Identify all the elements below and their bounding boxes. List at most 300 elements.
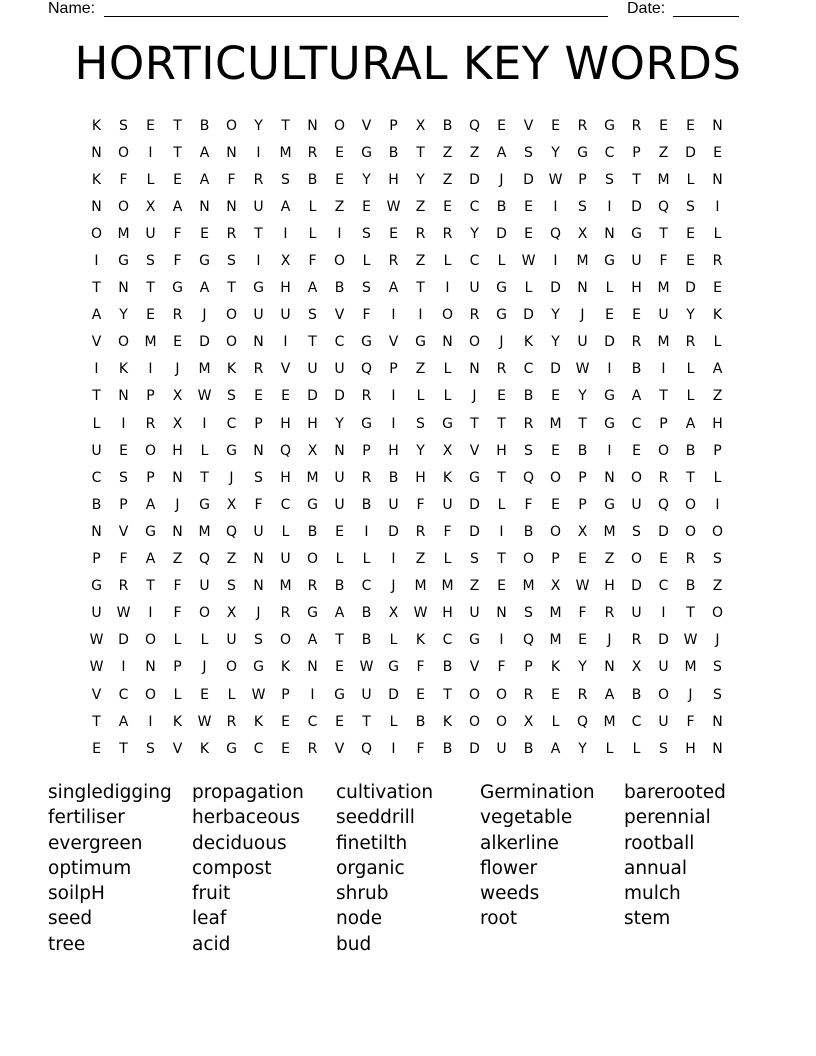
grid-row: [83, 491, 731, 518]
grid-letter: D: [388, 523, 399, 540]
grid-letter: E: [92, 740, 101, 757]
grid-letter: X: [226, 605, 237, 622]
grid-letter: F: [524, 496, 533, 513]
grid-letter: E: [551, 117, 560, 134]
grid-letter: H: [496, 442, 507, 459]
grid-letter: D: [550, 361, 561, 378]
grid-letter: Q: [360, 361, 373, 378]
grid-letter: R: [712, 253, 723, 270]
letter-grid: [83, 112, 731, 762]
grid-letter: L: [686, 171, 695, 188]
grid-letter: F: [173, 605, 182, 622]
word-item: singledigging: [48, 782, 172, 803]
grid-row: [83, 193, 731, 220]
grid-letter: L: [497, 496, 506, 513]
grid-letter: X: [172, 415, 183, 432]
grid-letter: G: [91, 578, 102, 595]
grid-letter: E: [335, 659, 344, 676]
grid-letter: B: [334, 578, 345, 595]
grid-letter: T: [362, 713, 371, 730]
grid-letter: O: [711, 523, 724, 540]
grid-letter: B: [388, 144, 399, 161]
grid-letter: A: [631, 388, 642, 405]
grid-letter: D: [469, 740, 480, 757]
grid-letter: K: [91, 171, 102, 188]
grid-letter: R: [442, 225, 453, 242]
grid-letter: Z: [712, 388, 723, 405]
grid-letter: I: [607, 361, 612, 378]
grid-letter: M: [144, 334, 157, 351]
word-item: stem: [624, 908, 671, 930]
grid-letter: O: [225, 659, 238, 676]
grid-letter: U: [388, 496, 399, 513]
grid-letter: N: [469, 361, 480, 378]
grid-letter: T: [416, 144, 425, 161]
grid-letter: U: [334, 361, 345, 378]
grid-letter: U: [145, 225, 156, 242]
grid-letter: O: [684, 496, 697, 513]
grid-letter: N: [145, 659, 156, 676]
grid-letter: W: [197, 388, 212, 405]
grid-letter: T: [92, 388, 101, 405]
grid-letter: E: [281, 388, 290, 405]
grid-letter: L: [335, 551, 344, 568]
grid-letter: F: [173, 225, 182, 242]
grid-letter: N: [496, 605, 507, 622]
grid-letter: P: [254, 415, 263, 432]
grid-letter: A: [145, 496, 156, 513]
grid-letter: S: [632, 523, 641, 540]
grid-letter: V: [388, 334, 399, 351]
grid-letter: Z: [415, 361, 426, 378]
grid-letter: K: [712, 307, 723, 324]
grid-letter: E: [524, 225, 533, 242]
grid-letter: P: [578, 171, 587, 188]
grid-letter: F: [119, 171, 128, 188]
grid-letter: L: [308, 198, 317, 215]
grid-letter: N: [604, 225, 615, 242]
grid-letter: V: [118, 523, 129, 540]
grid-letter: B: [307, 171, 318, 188]
grid-letter: G: [253, 659, 264, 676]
grid-letter: D: [523, 307, 534, 324]
grid-letter: Q: [279, 442, 292, 459]
grid-letter: U: [658, 713, 669, 730]
grid-letter: D: [685, 280, 696, 297]
grid-letter: T: [119, 740, 128, 757]
grid-letter: G: [469, 632, 480, 649]
grid-letter: R: [145, 415, 156, 432]
word-item: root: [480, 908, 518, 930]
grid-letter: Z: [469, 578, 480, 595]
grid-letter: T: [308, 334, 317, 351]
grid-letter: O: [441, 307, 454, 324]
grid-letter: G: [361, 415, 372, 432]
grid-letter: R: [280, 605, 291, 622]
grid-letter: N: [307, 659, 318, 676]
grid-letter: A: [685, 415, 696, 432]
grid-letter: S: [146, 253, 155, 270]
word-item: compost: [192, 857, 272, 879]
grid-letter: E: [173, 171, 182, 188]
grid-letter: O: [495, 713, 508, 730]
grid-letter: R: [577, 686, 588, 703]
grid-letter: R: [685, 551, 696, 568]
grid-letter: D: [118, 632, 129, 649]
grid-letter: B: [523, 388, 534, 405]
grid-letter: E: [416, 686, 425, 703]
grid-letter: R: [631, 117, 642, 134]
grid-letter: H: [307, 415, 318, 432]
grid-letter: B: [523, 523, 534, 540]
grid-letter: K: [226, 361, 237, 378]
grid-letter: I: [391, 388, 396, 405]
grid-letter: R: [361, 388, 372, 405]
grid-letter: N: [604, 659, 615, 676]
grid-letter: G: [118, 253, 129, 270]
grid-letter: I: [391, 740, 396, 757]
grid-letter: I: [148, 605, 153, 622]
grid-letter: I: [148, 361, 153, 378]
grid-letter: A: [388, 280, 399, 297]
grid-letter: U: [577, 334, 588, 351]
grid-letter: W: [521, 253, 536, 270]
grid-letter: N: [91, 523, 102, 540]
grid-row: [83, 410, 731, 437]
grid-letter: G: [496, 280, 507, 297]
grid-letter: B: [334, 280, 345, 297]
grid-letter: W: [116, 605, 131, 622]
grid-letter: F: [659, 253, 668, 270]
word-item: flower: [480, 857, 538, 879]
grid-letter: L: [389, 713, 398, 730]
grid-row: [83, 627, 731, 654]
grid-letter: M: [117, 225, 130, 242]
grid-letter: L: [362, 551, 371, 568]
grid-letter: L: [173, 632, 182, 649]
grid-letter: A: [496, 144, 507, 161]
word-item: organic: [336, 857, 405, 879]
grid-letter: J: [607, 632, 612, 649]
grid-letter: I: [364, 523, 369, 540]
grid-letter: N: [199, 198, 210, 215]
grid-letter: A: [334, 605, 345, 622]
grid-letter: N: [226, 198, 237, 215]
name-blank-line: [104, 0, 608, 17]
grid-letter: P: [146, 469, 155, 486]
grid-letter: S: [416, 415, 425, 432]
grid-letter: V: [469, 659, 480, 676]
word-item: acid: [192, 933, 231, 955]
grid-letter: L: [443, 253, 452, 270]
grid-letter: R: [307, 740, 318, 757]
grid-letter: W: [575, 578, 590, 595]
grid-letter: T: [659, 388, 668, 405]
grid-letter: F: [362, 307, 371, 324]
grid-letter: R: [631, 334, 642, 351]
grid-letter: E: [497, 117, 506, 134]
grid-row: [83, 329, 731, 356]
grid-letter: M: [657, 280, 670, 297]
grid-letter: M: [414, 578, 427, 595]
grid-letter: V: [469, 442, 480, 459]
grid-letter: K: [442, 713, 453, 730]
grid-letter: Z: [415, 253, 426, 270]
grid-letter: F: [686, 713, 695, 730]
word-item: deciduous: [192, 832, 287, 854]
grid-letter: F: [254, 496, 263, 513]
grid-letter: S: [308, 307, 317, 324]
grid-letter: U: [658, 659, 669, 676]
grid-letter: L: [443, 361, 452, 378]
grid-letter: O: [468, 713, 481, 730]
grid-letter: I: [256, 253, 261, 270]
grid-letter: D: [523, 171, 534, 188]
grid-letter: E: [551, 686, 560, 703]
grid-letter: D: [658, 523, 669, 540]
grid-letter: S: [227, 578, 236, 595]
grid-letter: B: [685, 578, 696, 595]
grid-letter: I: [715, 496, 720, 513]
grid-letter: C: [631, 415, 642, 432]
grid-letter: Q: [657, 198, 670, 215]
grid-letter: G: [226, 740, 237, 757]
grid-letter: J: [202, 659, 207, 676]
grid-letter: T: [686, 469, 695, 486]
grid-letter: T: [443, 686, 452, 703]
grid-letter: R: [226, 225, 237, 242]
grid-letter: M: [279, 144, 292, 161]
word-item: herbaceous: [192, 807, 301, 829]
grid-letter: S: [281, 171, 290, 188]
grid-letter: U: [631, 496, 642, 513]
grid-letter: E: [659, 551, 668, 568]
grid-letter: G: [307, 605, 318, 622]
grid-letter: J: [229, 469, 234, 486]
grid-letter: S: [524, 605, 533, 622]
grid-letter: R: [253, 361, 264, 378]
grid-row: [83, 166, 731, 193]
grid-letter: S: [119, 469, 128, 486]
grid-letter: B: [442, 740, 453, 757]
grid-row: [83, 681, 731, 708]
grid-letter: Z: [658, 144, 669, 161]
grid-letter: K: [91, 117, 102, 134]
grid-letter: D: [631, 578, 642, 595]
grid-letter: G: [604, 117, 615, 134]
word-item: annual: [624, 857, 687, 879]
word-item: fertiliser: [48, 807, 125, 829]
grid-letter: X: [280, 253, 291, 270]
grid-letter: E: [713, 280, 722, 297]
grid-letter: O: [468, 334, 481, 351]
grid-letter: I: [148, 713, 153, 730]
grid-letter: T: [416, 280, 425, 297]
grid-letter: I: [391, 415, 396, 432]
grid-letter: V: [334, 740, 345, 757]
grid-letter: F: [416, 496, 425, 513]
grid-letter: R: [631, 632, 642, 649]
grid-row: [83, 356, 731, 383]
grid-letter: M: [549, 605, 562, 622]
word-item: leaf: [192, 908, 227, 930]
grid-letter: D: [604, 334, 615, 351]
grid-letter: E: [200, 225, 209, 242]
grid-letter: L: [416, 388, 425, 405]
grid-letter: R: [253, 171, 264, 188]
grid-letter: Z: [442, 144, 453, 161]
grid-letter: G: [604, 415, 615, 432]
grid-letter: W: [89, 632, 104, 649]
grid-letter: N: [307, 117, 318, 134]
grid-letter: G: [253, 280, 264, 297]
grid-letter: N: [712, 171, 723, 188]
grid-row: [83, 654, 731, 681]
grid-letter: L: [146, 171, 155, 188]
grid-letter: B: [199, 117, 210, 134]
grid-letter: O: [549, 469, 562, 486]
grid-letter: E: [173, 334, 182, 351]
word-item: shrub: [336, 883, 389, 905]
grid-letter: A: [307, 632, 318, 649]
grid-letter: L: [173, 686, 182, 703]
grid-letter: T: [146, 578, 155, 595]
grid-letter: R: [388, 253, 399, 270]
grid-letter: P: [713, 442, 722, 459]
grid-letter: A: [118, 713, 129, 730]
grid-letter: J: [175, 361, 180, 378]
grid-letter: U: [631, 253, 642, 270]
grid-letter: O: [117, 144, 130, 161]
word-bank: [48, 780, 768, 957]
grid-letter: R: [307, 578, 318, 595]
grid-letter: T: [92, 713, 101, 730]
word-item: fruit: [192, 883, 231, 905]
grid-letter: V: [172, 740, 183, 757]
grid-letter: S: [146, 740, 155, 757]
grid-letter: P: [578, 469, 587, 486]
grid-letter: P: [119, 496, 128, 513]
grid-letter: Y: [416, 171, 425, 188]
grid-letter: P: [389, 361, 398, 378]
grid-letter: O: [468, 686, 481, 703]
grid-letter: K: [523, 334, 534, 351]
word-column: [480, 780, 624, 957]
grid-letter: I: [283, 334, 288, 351]
grid-letter: Z: [172, 551, 183, 568]
grid-letter: Z: [415, 198, 426, 215]
date-blank-line: [673, 0, 739, 17]
grid-letter: N: [253, 442, 264, 459]
grid-letter: B: [442, 659, 453, 676]
grid-letter: R: [415, 225, 426, 242]
grid-letter: A: [550, 740, 561, 757]
grid-letter: W: [386, 198, 401, 215]
grid-letter: Z: [442, 171, 453, 188]
word-item: node: [336, 908, 383, 930]
grid-row: [83, 518, 731, 545]
grid-letter: K: [415, 632, 426, 649]
grid-letter: H: [685, 740, 696, 757]
grid-row: [83, 464, 731, 491]
grid-letter: U: [334, 496, 345, 513]
grid-letter: G: [604, 496, 615, 513]
grid-letter: O: [117, 334, 130, 351]
grid-letter: U: [253, 198, 264, 215]
grid-letter: Z: [226, 551, 237, 568]
grid-letter: O: [225, 334, 238, 351]
grid-letter: F: [227, 171, 236, 188]
grid-letter: X: [631, 659, 642, 676]
grid-letter: R: [415, 523, 426, 540]
grid-letter: P: [173, 659, 182, 676]
grid-letter: G: [442, 415, 453, 432]
word-item: tree: [48, 933, 86, 955]
grid-letter: I: [553, 253, 558, 270]
grid-letter: T: [659, 225, 668, 242]
grid-row: [83, 735, 731, 762]
grid-letter: T: [686, 605, 695, 622]
grid-letter: M: [522, 578, 535, 595]
grid-letter: N: [253, 551, 264, 568]
grid-letter: Y: [551, 334, 560, 351]
grid-row: [83, 437, 731, 464]
grid-letter: B: [361, 632, 372, 649]
grid-letter: T: [92, 280, 101, 297]
grid-letter: G: [415, 334, 426, 351]
grid-letter: O: [333, 253, 346, 270]
grid-letter: R: [226, 713, 237, 730]
word-item: alkerline: [480, 832, 559, 854]
grid-letter: W: [89, 659, 104, 676]
grid-letter: X: [388, 605, 399, 622]
grid-row: [83, 708, 731, 735]
grid-letter: L: [227, 686, 236, 703]
grid-letter: O: [90, 225, 103, 242]
grid-letter: O: [549, 523, 562, 540]
grid-letter: C: [334, 334, 345, 351]
grid-letter: C: [658, 578, 669, 595]
grid-letter: L: [524, 280, 533, 297]
grid-letter: X: [550, 578, 561, 595]
grid-row: [83, 112, 731, 139]
grid-letter: S: [254, 632, 263, 649]
grid-row: [83, 275, 731, 302]
grid-letter: S: [578, 198, 587, 215]
grid-letter: N: [712, 117, 723, 134]
grid-letter: A: [91, 307, 102, 324]
grid-letter: S: [713, 659, 722, 676]
grid-letter: T: [281, 117, 290, 134]
grid-letter: T: [632, 171, 641, 188]
grid-letter: Q: [198, 551, 211, 568]
grid-letter: Z: [415, 551, 426, 568]
grid-letter: R: [604, 605, 615, 622]
grid-letter: J: [499, 334, 504, 351]
grid-letter: O: [333, 117, 346, 134]
word-item: Germination: [480, 782, 595, 803]
grid-letter: H: [604, 578, 615, 595]
grid-letter: M: [576, 253, 589, 270]
grid-letter: E: [335, 523, 344, 540]
grid-letter: C: [631, 713, 642, 730]
grid-letter: L: [551, 713, 560, 730]
grid-letter: C: [280, 496, 291, 513]
grid-letter: J: [391, 578, 396, 595]
grid-letter: H: [415, 469, 426, 486]
grid-letter: S: [119, 117, 128, 134]
grid-letter: D: [496, 225, 507, 242]
